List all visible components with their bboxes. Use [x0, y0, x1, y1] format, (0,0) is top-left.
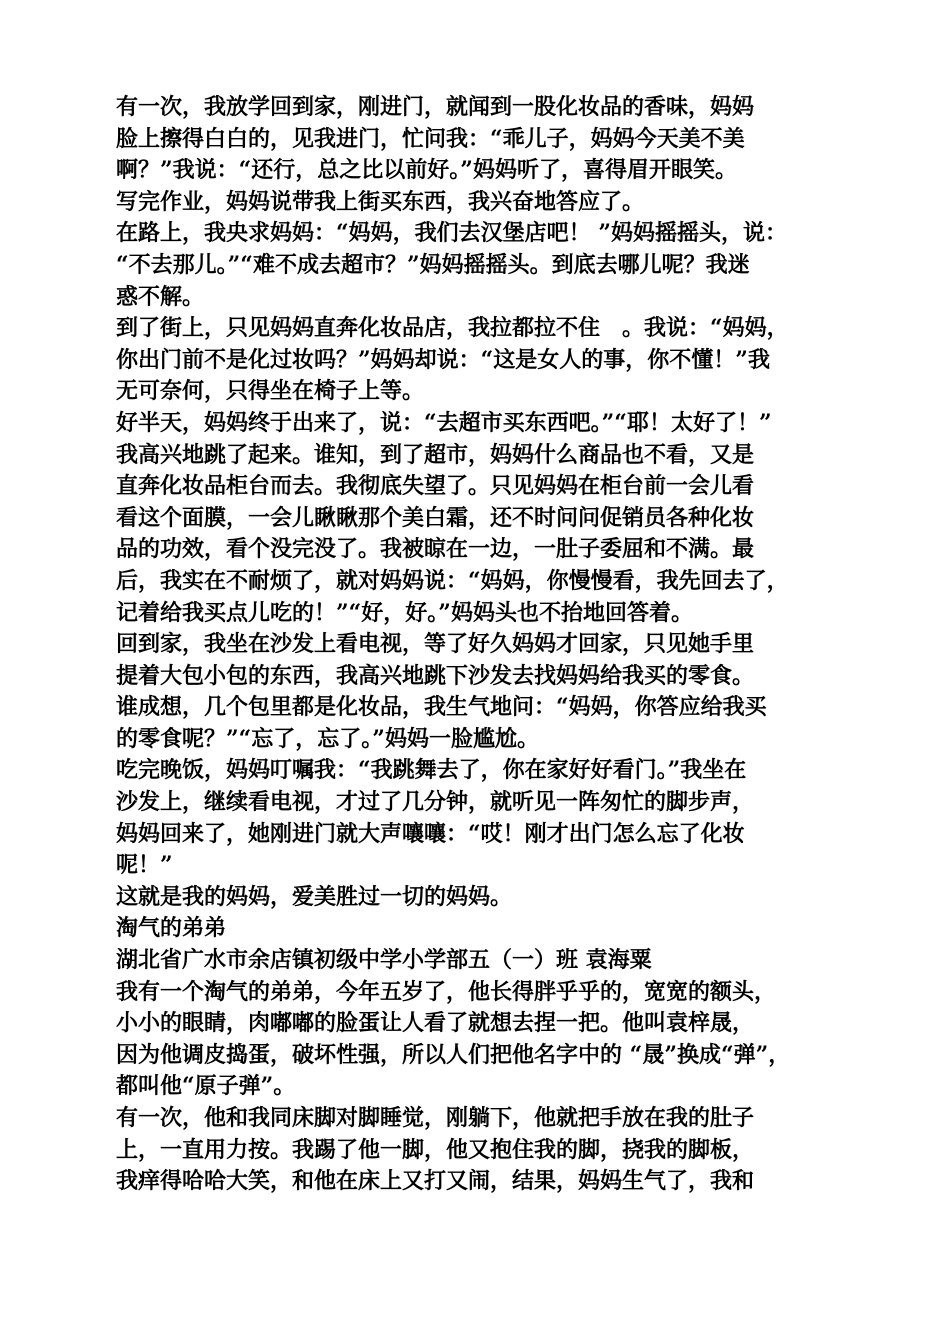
text-line-18: 回到家，我坐在沙发上看电视，等了好久妈妈才回家，只见她手里 [116, 631, 755, 658]
text-line-12: 我高兴地跳了起来。谁知，到了超市，妈妈什么商品也不看，又是 [116, 441, 755, 468]
text-line-19: 提着大包小包的东西，我高兴地跳下沙发去找妈妈给我买的零食。 [116, 662, 755, 689]
text-line-1: 有一次，我放学回到家，刚进门，就闻到一股化妆品的香味，妈妈 [116, 94, 755, 120]
text-line-34: 上，一直用力按。我踢了他一脚，他又抱住我的脚，挠我的脚板， [116, 1136, 755, 1163]
text-line-4: 写完作业，妈妈说带我上街买东西，我兴奋地答应了。 [116, 188, 645, 215]
text-line-6: “不去那儿。”“难不成去超市？”妈妈摇摇头。到底去哪儿呢？我迷 [116, 251, 750, 278]
text-line-17: 记着给我买点儿吃的！”“好，好。”妈妈头也不抬地回答着。 [116, 599, 693, 626]
text-line-21: 的零食呢？”“忘了，忘了。”妈妈一脸尴尬。 [116, 725, 539, 752]
text-line-26: 这就是我的妈妈，爱美胜过一切的妈妈。 [116, 883, 513, 910]
text-line-10: 无可奈何，只得坐在椅子上等。 [116, 378, 425, 405]
text-line-13: 直奔化妆品柜台而去。我彻底失望了。只见妈妈在柜台前一会儿看 [116, 473, 755, 500]
text-line-31: 因为他调皮捣蛋，破坏性强，所以人们把他名字中的 “晟”换成“弹”， [116, 1041, 791, 1068]
text-line-25: 呢！” [116, 852, 173, 879]
text-line-20: 谁成想，几个包里都是化妆品，我生气地问：“妈妈，你答应给我买 [116, 694, 767, 721]
text-line-29: 我有一个淘气的弟弟，今年五岁了，他长得胖乎乎的，宽宽的额头， [116, 978, 777, 1005]
text-line-30: 小小的眼睛，肉嘟嘟的脸蛋让人看了就想去捏一把。他叫袁梓晟， [116, 1010, 755, 1037]
text-line-9: 你出门前不是化过妆吗？”妈妈却说：“这是女人的事，你不懂！”我 [116, 346, 770, 373]
text-line-8: 到了街上，只见妈妈直奔化妆品店，我拉都拉不住 。我说：“妈妈， [116, 315, 789, 342]
text-line-33: 有一次，他和我同床脚对脚睡觉，刚躺下，他就把手放在我的肚子 [116, 1105, 755, 1131]
text-line-11: 好半天，妈妈终于出来了，说：“去超市买东西吧。”“耶！太好了！” [116, 409, 772, 436]
text-line-23: 沙发上，继续看电视，才过了几分钟，就听见一阵匆忙的脚步声， [116, 789, 755, 816]
text-line-32: 都叫他“原子弹”。 [116, 1073, 296, 1100]
text-line-5: 在路上，我央求妈妈：“妈妈，我们去汉堡店吧！ ”妈妈摇摇头，说： [116, 220, 787, 247]
text-line-35: 我痒得哈哈大笑，和他在床上又打又闹，结果，妈妈生气了，我和 [116, 1168, 755, 1195]
text-line-14: 看这个面膜，一会儿瞅瞅那个美白霜，还不时问问促销员各种化妆 [116, 504, 755, 531]
author-line: 湖北省广水市余店镇初级中学小学部五（一）班 袁海粟 [116, 947, 652, 974]
text-line-2: 脸上擦得白白的，见我进门，忙问我：“乖儿子，妈妈今天美不美 [116, 125, 745, 152]
document-text [116, 92, 856, 1198]
text-line-24: 妈妈回来了，她刚进门就大声嚷嚷：“哎！刚才出门怎么忘了化妆 [116, 820, 745, 847]
text-line-7: 惑不解。 [116, 283, 205, 310]
section-title: 淘气的弟弟 [116, 915, 227, 942]
text-line-15: 品的功效，看个没完没了。我被晾在一边，一肚子委屈和不满。最 [116, 536, 755, 563]
text-line-22: 吃完晚饭，妈妈叮嘱我：“我跳舞去了，你在家好好看门。”我坐在 [116, 757, 747, 784]
text-line-16: 后，我实在不耐烦了，就对妈妈说：“妈妈，你慢慢看，我先回去了， [116, 567, 789, 594]
text-line-3: 啊？”我说：“还行，总之比以前好。”妈妈听了，喜得眉开眼笑。 [116, 157, 737, 184]
